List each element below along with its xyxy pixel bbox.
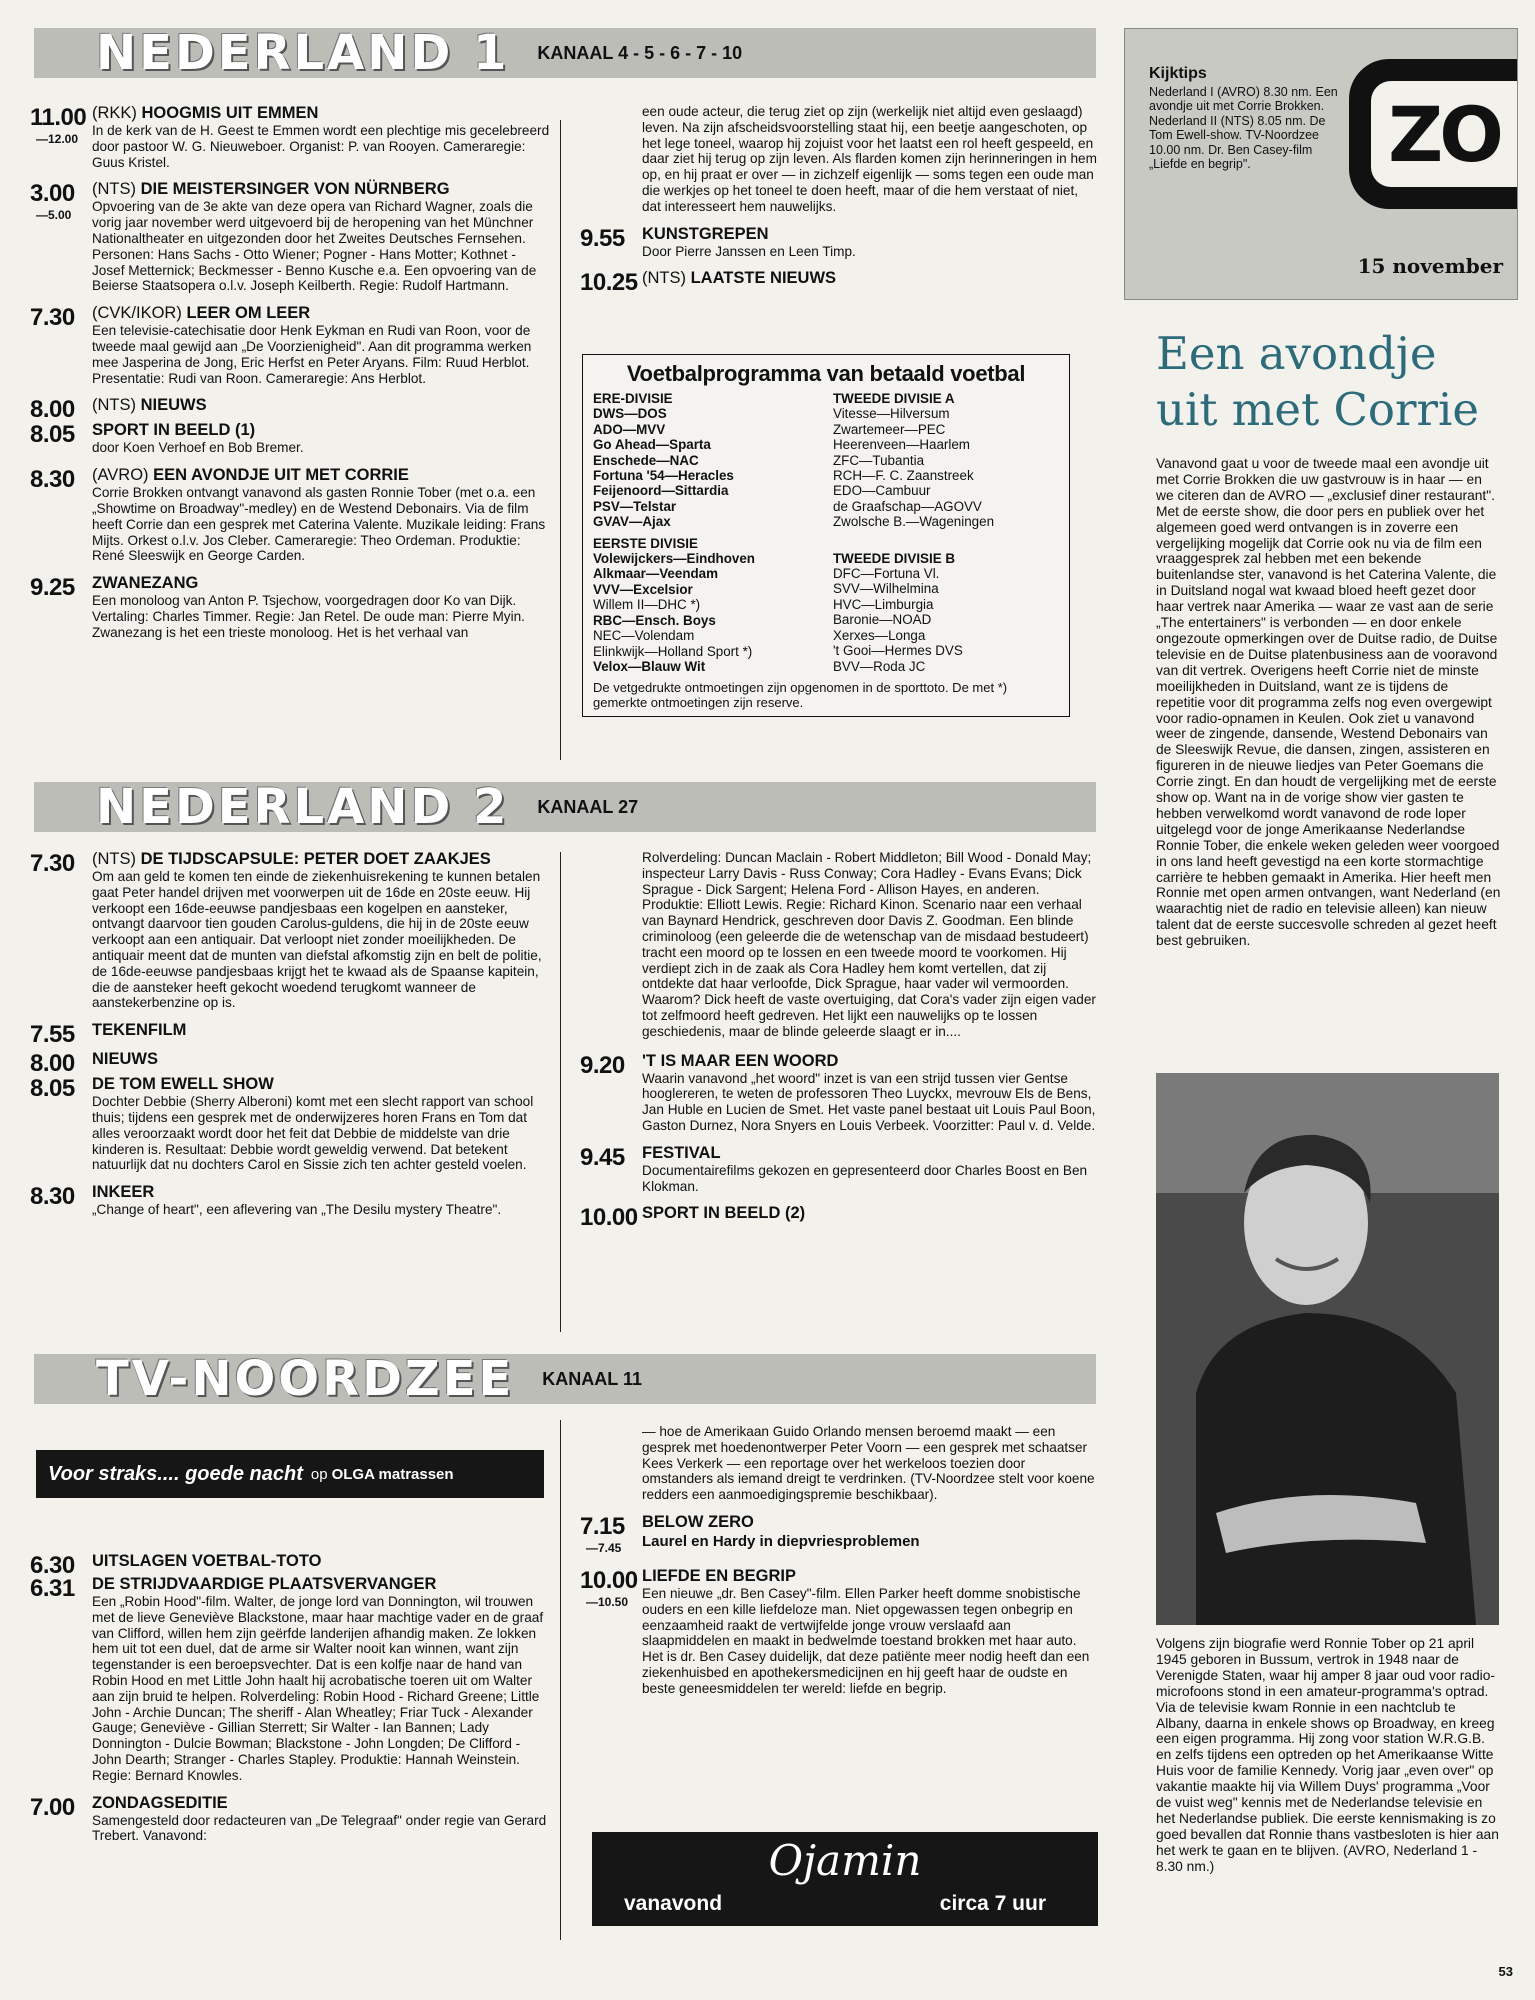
program-title: (CVK/IKOR) LEER OM LEER	[92, 304, 311, 323]
match-line: ADO—MVV	[593, 421, 666, 437]
program-title: (NTS) NIEUWS	[92, 396, 207, 415]
program-time: 8.30	[30, 1183, 75, 1211]
match-line: Elinkwijk—Holland Sport *)	[593, 643, 753, 659]
program-item	[28, 421, 552, 456]
program-time: 9.45	[580, 1143, 625, 1171]
match-line: Volewijckers—Eindhoven	[593, 551, 755, 567]
ad-connector: op	[310, 1465, 328, 1483]
nederland1-kanaal: KANAAL 4 - 5 - 6 - 7 - 10	[537, 42, 743, 63]
program-description: Corrie Brokken ontvangt vanavond als gasten Ronnie Tober (met o.a. een „Showtime on Broadway"-medley) en de Westend Debonairs. Via de film heeft Corrie dan een gesprek met Caterina Valente. Muzikale leiding: Frans Mijts. Orkest o.l.v. Jos Cleber. Cameraregie: Theo Ordeman. Produktie: René Sleeswijk en George Carden.	[92, 485, 546, 564]
voetbal-left	[593, 391, 819, 674]
nederland1-bar	[34, 25, 1096, 81]
match-line: Willem II—DHC *)	[593, 597, 701, 613]
program-description: Een televisie-catechisatie door Henk Eykman en Rudi van Roon, voor de tweede maal gewijd aan „De Voorzienigheid". Aan dit programma werken mee Jasperina de Jong, Eric Herfst en Peter Aryans. Film: Ruud Herblot. Presentatie: Rudi van Roon. Cameraregie: Ans Herblot.	[92, 323, 532, 386]
broadcaster-tag: (AVRO)	[92, 466, 149, 485]
day-label: ZO	[1371, 81, 1517, 187]
nederland2-kanaal: KANAAL 27	[537, 796, 639, 817]
program-item	[28, 304, 552, 386]
broadcaster-tag: (CVK/IKOR)	[92, 304, 182, 323]
column-divider	[560, 852, 561, 1332]
program-time: 8.00	[30, 1050, 75, 1078]
division-header: ERE-DIVISIE	[593, 391, 673, 406]
program-description: Een nieuwe „dr. Ben Casey"-film. Ellen Parker heeft domme snobistische ouders en een kille liefdeloze man. Niet opgewassen tegen onbegrip en eenzaamheid raakt de vertwijfelde jonge vrouw verslaafd aan slaapmiddelen en maakt in bedwelmde toestand brokken met haar auto. Het is dr. Ben Casey duidelijk, dat deze patiënte meer nodig heeft dan een ziekenhuisbed en apothekersmedicijnen en hij geeft haar de oudste en beste geneesmiddelen ter wereld: liefde en begrip.	[642, 1585, 1090, 1696]
match-line: DFC—Fortuna Vl.	[833, 566, 940, 582]
program-description: Opvoering van de 3e akte van deze opera van Richard Wagner, zoals die vorig jaar november werd uitgevoerd bij de heropening van het Münchner Nationaltheater en uitgezonden door het Zweites Deutsches Fernsehen. Personen: Hans Sachs - Otto Wiener; Pogner - Hans Motter; Kothnet - Josef Metternick; Beckmesser - Benno Kusche e.a. Een opvoering van de Beierse Staatsopera o.l.v. Joseph Keilberth. Regie: Rudolf Hartmann.	[92, 199, 537, 294]
match-line: VVV—Excelsior	[593, 581, 693, 597]
jamin-advertisement	[592, 1832, 1098, 1926]
program-time: 9.25	[30, 574, 75, 602]
program-time: 8.05	[30, 1075, 75, 1103]
nederland2-left-column	[28, 850, 552, 1228]
program-description: Dochter Debbie (Sherry Alberoni) komt met een slecht rapport van school thuis; tijdens een gesprek met de onderwijzeres horen Frans en Tom dat alles veroorzaakt wordt door het feit dat Debbie de middelste van drie kinderen is. Resultaat: Debbie wordt geweldig verwend. Dat betekent natuurlijk dat nu dochters Carol en Sissie zich ten achter gesteld voelen.	[92, 1094, 534, 1173]
olga-advertisement	[36, 1450, 544, 1498]
kijktips-box	[1124, 28, 1518, 300]
program-time: 7.30	[30, 304, 75, 332]
match-line: Go Ahead—Sparta	[593, 437, 711, 453]
tv-noordzee-kanaal: KANAAL 11	[542, 1368, 642, 1389]
program-description: Samengesteld door redacteuren van „De Telegraaf" onder regie van Gerard Trebert. Vanavond:	[92, 1812, 547, 1844]
tv-noordzee-right-column	[578, 1424, 1098, 1707]
voetbal-columns	[593, 391, 1059, 674]
program-title: SPORT IN BEELD (1)	[92, 421, 256, 440]
program-title: SPORT IN BEELD (2)	[642, 1204, 806, 1223]
tv-noordzee-title: TV-NOORDZEE	[96, 1351, 515, 1407]
match-line: Baronie—NOAD	[833, 612, 932, 628]
program-title: ZONDAGSEDITIE	[92, 1793, 228, 1812]
program-title: NIEUWS	[92, 1050, 158, 1069]
match-line: Enschede—NAC	[593, 452, 699, 468]
program-time: 7.30	[30, 850, 75, 877]
ad-right-text: circa 7 uur	[939, 1892, 1046, 1915]
match-line: DWS—DOS	[593, 406, 667, 422]
program-item	[28, 574, 552, 640]
tv-noordzee-bar	[34, 1351, 1096, 1407]
program-subtitle: Laurel en Hardy in diepvriesproblemen	[642, 1532, 920, 1550]
program-time: 9.20	[580, 1051, 625, 1079]
article-body: Vanavond gaat u voor de tweede maal een avondje uit met Corrie Brokken die uw gastvrouw is in haar — en we citeren dan de AVRO — „exclusief diner restaurant". Met de eerste show, die door pers en publiek over het algemeen goed werd ontvangen is in zoverre een vergelijking mogelijk dat Corrie ook nu via de film een vraaggesprek zal hebben met een bekende buitenlandse ster, vanavond is het Caterina Valente, die in Duitsland nogal wat kwaad bloed heeft gezet door haar vertrek naar Amerika — waar ze vast aan de serie „The entertainers" is verbonden — en door enkele ongezoute opmerkingen over de Duitse radio, de Duitse televisie en de Duitse platenbusiness aan de vooravond van dit vertrek. Overigens heeft Corrie niet de minste moeilijkheden in Duitsland, want ze is tijdens de repetitie voor dit programma zelfs nog even overgewipt voor radio-opnamen in Keulen. Ook ziet u vanavond weer de zingende, dansende, Westend Debonairs van de Sleeswijk Revue, die dansen, zingen, assisteren en figureren in de nieuwe liedjes van Peter Goemans die Corrie zingt. En dan houdt de vergelijking met de eerste show op. Want na in de vorige show vier gasten te hebben verwelkomd wordt vanavond de rode loper uitgelegd voor de jonge Amerikaanse Nederlandse Ronnie Tober, die enkele weken geleden weer voorgoed in ons land heeft gevestigd na een korte stormachtige carrière te hebben gemaakt in Amerika. Hier heeft men Ronnie met open armen ontvangen, want Nederland (en waarachtig niet de radio en televisie alleen) kan nieuw talent dat de eerste succesvolle schreden al gezet heeft best gebruiken.	[1156, 456, 1501, 949]
nederland2-title: NEDERLAND 2	[96, 779, 510, 835]
voetbal-title: Voetbalprogramma van betaald voetbal	[626, 361, 1026, 386]
nederland1-title: NEDERLAND 1	[96, 25, 510, 81]
program-time: 7.00	[30, 1793, 75, 1821]
program-title: TEKENFILM	[92, 1021, 187, 1040]
match-line: 't Gooi—Hermes DVS	[833, 643, 963, 659]
program-end-time: —5.00	[36, 208, 72, 223]
program-continuation: Rolverdeling: Duncan Maclain - Robert Middleton; Bill Wood - Donald May; inspecteur Larry Davis - Russ Conway; Cora Hadley - Evans Evans; Dick Sprague - Dick Sargent; Helena Ford - Allison Hayes, en anderen. Produktie: Elliott Lewis. Regie: Richard Kinon. Scenario naar een verhaal van Baynard Hendrick, geschreven door Davis Z. Goodman. Een blinde criminoloog (een geleerde die de wetenschap van de misdaad bestudeert) tracht een moord op te lossen en een tweede moord te voorkomen. Hij verdiept zich in de zaak als Cora Hadley hem komt vertellen, dat zij ontdekte dat haar verloofde, Dick Sprague, haar vader wil vermoorden. Waarom? Dick heeft de vaste overtuiging, dat Cora's vader zijn eigen vader tot zelfmoord heeft gedreven. Het lijkt een nauwelijks op te lossen geschiedenis, maar de blinde geleerde slaagt er in....	[642, 850, 1096, 1039]
program-title: UITSLAGEN VOETBAL-TOTO	[92, 1552, 322, 1570]
program-item	[28, 396, 552, 424]
ad-brand: OLGA matrassen	[331, 1465, 454, 1483]
match-line: RBC—Ensch. Boys	[593, 612, 716, 628]
program-item	[28, 104, 552, 170]
match-line: NEC—Volendam	[593, 628, 695, 644]
portrait-illustration	[1156, 1073, 1499, 1625]
match-line: HVC—Limburgia	[833, 596, 934, 612]
program-title: 'T IS MAAR EEN WOORD	[642, 1051, 839, 1070]
program-description: door Koen Verhoef en Bob Bremer.	[92, 440, 304, 456]
program-title: (AVRO) EEN AVONDJE UIT MET CORRIE	[92, 466, 409, 485]
program-item	[578, 1204, 1098, 1232]
program-item	[28, 850, 552, 1011]
kijktips-title: Kijktips	[1149, 65, 1207, 82]
program-item	[28, 1050, 552, 1078]
program-item	[28, 180, 552, 294]
program-item	[28, 466, 552, 564]
program-time: 10.25	[580, 269, 638, 297]
tv-noordzee-left-column	[28, 1552, 552, 1854]
voetbal-programma-box	[582, 354, 1070, 717]
program-item	[578, 1052, 1098, 1134]
program-continuation: een oude acteur, die terug ziet op zijn (werkelijk niet altijd even geslaagd) leven. Na zijn afscheidsvoorstelling staat hij, een beetje aangeschoten, op het lege toneel, waarop hij zojuist voor het laatst een rol heeft gespeeld, en daar ziet hij terug op zijn leven. Als flarden komen zijn herinneringen in hem op, en hij praat er over — in zichzelf eigenlijk — soms tegen een oude man die werkjes op het toneel te doen heeft, maar of die hem verstaat of niet, dat interesseert hem nauwelijks.	[642, 104, 1097, 214]
program-time: 8.00	[30, 396, 75, 424]
program-time: 6.30	[30, 1552, 75, 1579]
ad-left-text: vanavond	[624, 1892, 723, 1915]
program-title: DE STRIJDVAARDIGE PLAATSVERVANGER	[92, 1575, 437, 1593]
program-time: 8.30	[30, 466, 75, 494]
program-item	[578, 269, 1098, 297]
program-item	[578, 1144, 1098, 1195]
program-title: KUNSTGREPEN	[642, 224, 769, 243]
program-description: Waarin vanavond „het woord" inzet is van een strijd tussen vier Gentse hooglereren, te weten de professoren Theo Luyckx, mevrouw Els de Bens, Jan Huble en Lucien de Smet. Het vaste panel bestaat uit Louis Paul Boon, Gaston Durnez, Nora Snyers en Louis Verbeek. Voorzitter: Paul v. d. Velde.	[642, 1070, 1096, 1133]
program-description: In de kerk van de H. Geest te Emmen wordt een plechtige mis gecelebreerd door pastoor W. G. Nieuweboer. Organist: P. van Rooyen. Cameraregie: Guus Kristel.	[92, 123, 550, 170]
program-description: Documentairefilms gekozen en gepresenteerd door Charles Boost en Ben Klokman.	[642, 1162, 1088, 1194]
program-end-time: —10.50	[586, 1594, 629, 1609]
program-item	[28, 1075, 552, 1173]
program-time: 7.15	[580, 1512, 625, 1540]
program-time: 11.00	[30, 104, 87, 131]
match-line: Xerxes—Longa	[833, 627, 926, 643]
date-label: 15 november	[1357, 254, 1503, 278]
match-line: GVAV—Ajax	[593, 514, 671, 530]
program-item	[578, 225, 1098, 260]
program-title: ZWANEZANG	[92, 574, 199, 593]
program-item	[578, 1512, 1098, 1555]
nederland1-left-column	[28, 104, 552, 651]
match-line: Feijenoord—Sittardia	[593, 483, 729, 499]
division-header: TWEEDE DIVISIE B	[833, 550, 956, 566]
program-time: 6.31	[30, 1575, 75, 1602]
match-line: Fortuna '54—Heracles	[593, 468, 734, 484]
program-time: 10.00	[580, 1566, 638, 1594]
division-header: TWEEDE DIVISIE A	[833, 391, 955, 406]
nederland2-right-column	[578, 850, 1098, 1233]
program-description: „Change of heart", een aflevering van „The Desilu mystery Theatre".	[92, 1202, 502, 1218]
match-line: RCH—F. C. Zaanstreek	[833, 468, 974, 484]
column-divider	[560, 120, 561, 760]
program-time: 3.00	[30, 180, 75, 208]
program-title: (NTS) DE TIJDSCAPSULE: PETER DOET ZAAKJES	[92, 850, 491, 868]
match-line: de Graafschap—AGOVV	[833, 498, 982, 514]
column-divider	[560, 1420, 561, 1940]
jamin-logo: Ojamin	[768, 1836, 922, 1885]
broadcaster-tag: (RKK)	[92, 104, 137, 122]
program-description: Een monoloog van Anton P. Tsjechow, voorgedragen door Ko van Dijk. Vertaling: Charles Timmer. Regie: Jan Retel. De oude man: Pierre Myin. Zwanezang is het een trieste monoloog. Het is het verhaal van	[92, 593, 525, 640]
program-item	[28, 1183, 552, 1218]
page-number: 53	[1498, 1964, 1513, 1979]
match-line: Zwartemeer—PEC	[833, 421, 946, 437]
program-item	[28, 1575, 552, 1784]
match-line: ZFC—Tubantia	[833, 452, 925, 468]
match-line: SVV—Wilhelmina	[833, 581, 939, 597]
program-item	[28, 1552, 552, 1579]
program-title: DE TOM EWELL SHOW	[92, 1075, 274, 1094]
division-header: EERSTE DIVISIE	[593, 535, 698, 551]
program-item	[28, 1021, 552, 1049]
broadcaster-tag: (NTS)	[92, 180, 136, 199]
program-item	[578, 1567, 1098, 1697]
broadcaster-tag: (NTS)	[92, 396, 136, 415]
program-title: BELOW ZERO	[642, 1512, 754, 1531]
nederland1-right-column	[578, 104, 1098, 298]
zondagseditie-items: — hoe de Amerikaan Guido Orlando mensen beroemd maakt — een gesprek met hoedenontwerper Peter Voorn — een gesprek met schaatser Kees Verkerk — een reportage over het werkeloos toezien door omstanders als iemand dreigt te verdrinken. (TV-Noordzee stelt voor koene redders een aanmoedigingspremie beschikbaar).	[642, 1424, 1095, 1503]
program-end-time: —12.00	[36, 132, 79, 146]
program-description: Om aan geld te komen ten einde de ziekenhuisrekening te kunnen betalen gaat Peter handel drijven met voorwerpen uit de 16de en 20ste eeuw. Hij verkoopt een 16de-eeuwse pandjesbaas een kogelpen en aansteker, ontvangt daarvoor tien gouden Carolus-guldens, die hij in de 20ste eeuw verkoopt aan een antiquair. Dat verloopt niet zonder moeilijkheden. De antiquair meent dat de munten van diefstal afkomstig zijn en belt de politie, de 16de-eeuwse pandjesbaas krijgt het te kwaad als de Spaanse kapitein, die de aansteker heeft gekocht woedend terugkomt wanneer de aanstekerbenzine op is.	[92, 869, 542, 1011]
broadcaster-tag: (NTS)	[92, 850, 136, 868]
voetbal-note: De vetgedrukte ontmoetingen zijn opgenomen in de sporttoto. De met *) gemerkte ontmoetingen zijn reserve.	[593, 680, 1008, 711]
kijktips	[1149, 67, 1339, 172]
match-line: Alkmaar—Veendam	[593, 566, 719, 582]
match-line: BVV—Roda JC	[833, 658, 926, 674]
match-line: Heerenveen—Haarlem	[833, 437, 970, 453]
nederland2-bar	[34, 779, 1096, 835]
broadcaster-tag: (NTS)	[642, 269, 686, 288]
program-time: 7.55	[30, 1021, 75, 1049]
program-time: 8.05	[30, 421, 75, 449]
match-line: PSV—Telstar	[593, 498, 677, 514]
program-title: INKEER	[92, 1183, 155, 1202]
program-title: FESTIVAL	[642, 1143, 721, 1162]
program-title: (RKK) HOOGMIS UIT EMMEN	[92, 104, 319, 122]
program-end-time: —7.45	[586, 1540, 622, 1555]
day-badge	[1349, 59, 1517, 209]
program-title: LIEFDE EN BEGRIP	[642, 1566, 797, 1585]
program-description: Door Pierre Janssen en Leen Timp.	[642, 243, 856, 259]
voetbal-right	[833, 391, 1059, 674]
program-time: 10.00	[580, 1204, 638, 1232]
match-line: EDO—Cambuur	[833, 483, 931, 499]
match-line: Vitesse—Hilversum	[833, 406, 950, 422]
program-time: 9.55	[580, 224, 625, 252]
kijktips-text: Nederland I (AVRO) 8.30 nm. Een avondje uit met Corrie Brokken. Nederland II (NTS) 8.05 nm. De Tom Ewell-show. TV-Noordzee 10.00 nm. Dr. Ben Casey-film „Liefde en begrip".	[1149, 84, 1338, 171]
match-line: Zwolsche B.—Wageningen	[833, 514, 995, 530]
article-biography: Volgens zijn biografie werd Ronnie Tober op 21 april 1945 geboren in Bussum, vertrok in 1948 naar de Verenigde Staten, waar hij amper 8 jaar oud voor radio-microfoons stond in een amateur-programma's optrad. Via de televisie kwam Ronnie in een nachtclub te Albany, daarna in enkele shows op Broadway, en kreeg een eigen programma. Hij zong voor station W.R.G.B. en zelfs tijdens een optreden op het Amerikaanse Witte Huis voor de familie Kennedy. Vorig jaar „even over" op vakantie maakte hij via Willem Duys' programma „Voor de vuist weg" kennis met de Nederlandse televisie en het Nederlandse publiek. Die eerste kennismaking is zo goed bevallen dat Ronnie thans vastbesloten is hier aan het werk te gaan en te blijven. (AVRO, Nederland 1 - 8.30 nm.)	[1156, 1636, 1499, 1874]
program-title: (NTS) DIE MEISTERSINGER VON NÜRNBERG	[92, 180, 450, 199]
article-headline: Een avondje uit met Corrie	[1156, 327, 1480, 436]
program-description: Een „Robin Hood"-film. Walter, de jonge lord van Donnington, wil trouwen met de lieve Geneviève Blackstone, maar haar machtige vader en de graaf van Clifford, willen hem zijn geërfde landerijen afhandig maken. Ze lokken hem uit tot een duel, dat de arme sir Walter nooit kan winnen, want zijn tegenstander is een beroepsvechter. Dat is een kolfje naar de hand van Robin Hood en met Little John haalt hij acrobatische toeren uit om Walter aan zijn bruid te helpen. Rolverdeling: Robin Hood - Richard Greene; Little John - Archie Duncan; The sheriff - Alan Wheatley; Friar Tuck - Alexander Gauge; Geneviève - Gillian Sterrett; Sir Walter - Ian Bannen; Lady Donnington - Dulcie Bowman; Blackstone - John Longden; De Clifford - John Dearth; Stranger - Charles Stapley. Produktie: Hannah Weinstein. Regie: Bernard Knowles.	[92, 1594, 544, 1783]
ronnie-tober-photo	[1156, 1073, 1499, 1625]
program-item	[28, 1794, 552, 1845]
program-title: (NTS) LAATSTE NIEUWS	[642, 269, 837, 288]
match-line: Velox—Blauw Wit	[593, 658, 706, 674]
ad-slogan: Voor straks.... goede nacht	[48, 1462, 303, 1485]
